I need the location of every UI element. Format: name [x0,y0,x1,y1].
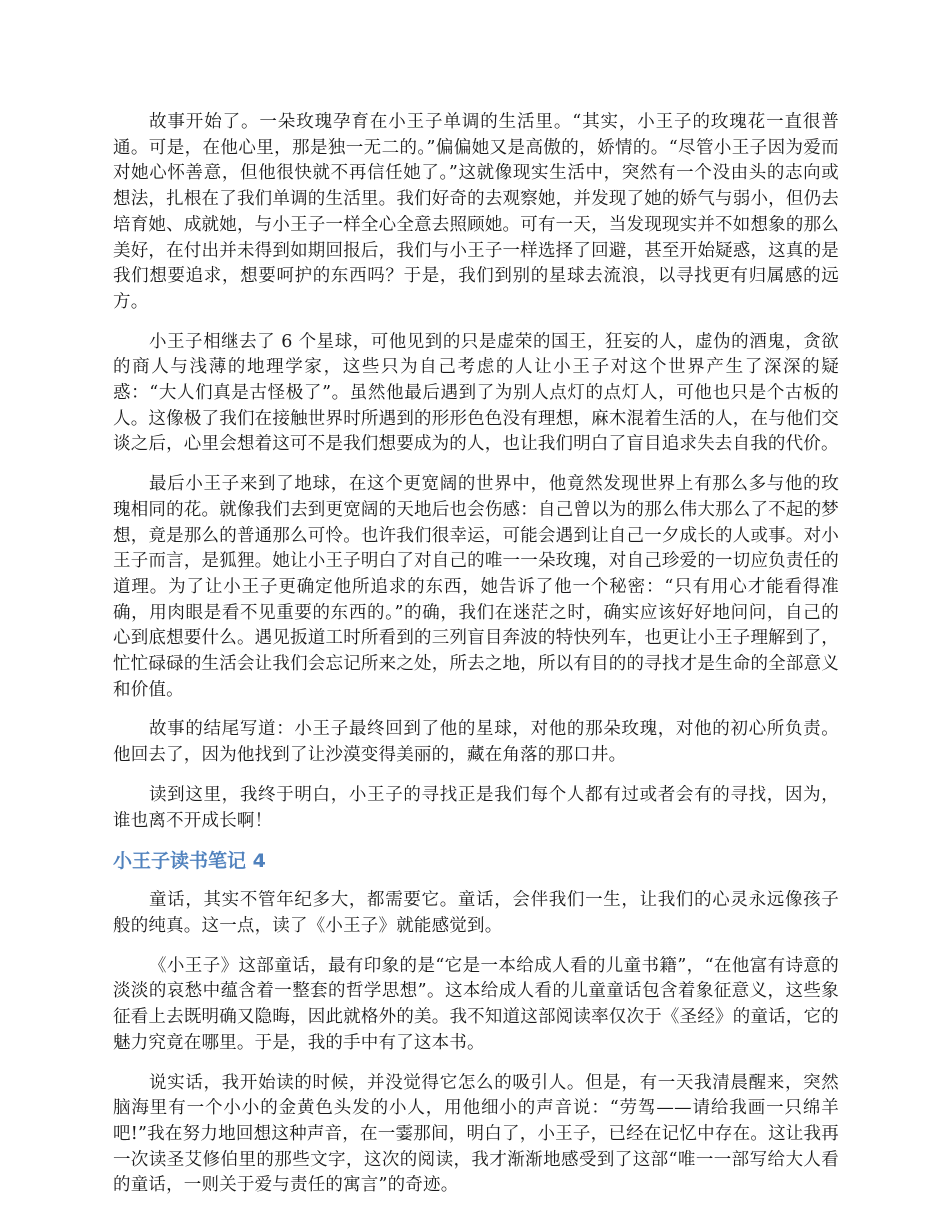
paragraph-earth: 最后小王子来到了地球，在这个更宽阔的世界中，他竟然发现世界上有那么多与他的玫瑰相同的花。就像我们去到更宽阔的天地后也会伤感：自己曾以为的那么伟大那么了不起的梦想，竟是那么的普通那么可怜。也许我们很幸运，可能会遇到让自己一夕成长的人或事。对小王子而言，是狐狸。她让小王子明白了对自己的唯一一朵玫瑰，对自己珍爱的一切应负责任的道理。为了让小王子更确定他所追求的东西，她告诉了他一个秘密：“只有用心才能看得准确，用肉眼是看不见重要的东西的。”的确，我们在迷茫之时，确实应该好好地问问，自己的心到底想要什么。遇见扳道工时所看到的三列盲目奔波的特快列车，也更让小王子理解到了，忙忙碌碌的生活会让我们会忘记所来之处，所去之地，所以有目的的寻找才是生命的全部意义和价值。 [113,474,839,700]
section-heading: 小王子读书笔记 4 [113,850,266,873]
paragraph-reading-experience: 说实话，我开始读的时候，并没觉得它怎么的吸引人。但是，有一天我清晨醒来，突然脑海里有一个小小的金黄色头发的小人，用他细小的声音说：“劳驾——请给我画一只绵羊吧!”我在努力地回想这种声音，在一霎那间，明白了，小王子，已经在记忆中存在。这让我再一次读圣艾修伯里的那些文字，这次的阅读，我才渐渐地感受到了这部“唯一一部写给大人看的童话，一则关于爱与责任的寓言”的奇迹。 [113,1072,839,1196]
paragraph-conclusion: 读到这里，我终于明白，小王子的寻找正是我们每个人都有过或者会有的寻找，因为，谁也离不开成长啊！ [113,784,839,831]
paragraph-ending: 故事的结尾写道：小王子最终回到了他的星球，对他的那朵玫瑰，对他的初心所负责。他回去了，因为他找到了让沙漠变得美丽的，藏在角落的那口井。 [113,719,839,766]
paragraph-six-planets: 小王子相继去了 6 个星球，可他见到的只是虚荣的国王，狂妄的人，虚伪的酒鬼，贪欲的商人与浅薄的地理学家，这些只为自己考虑的人让小王子对这个世界产生了深深的疑惑：“大人们真是古怪极了”。虽然他最后遇到了为别人点灯的点灯人，可他也只是个古板的人。这像极了我们在接触世界时所遇到的形形色色没有理想，麻木混着生活的人，在与他们交谈之后，心里会想着这可不是我们想要成为的人，也让我们明白了盲目追求失去自我的代价。 [113,331,839,455]
paragraph-story-begins: 故事开始了。一朵玫瑰孕育在小王子单调的生活里。“其实，小王子的玫瑰花一直很普通。可是，在他心里，那是独一无二的。”偏偏她又是高傲的，娇情的。“尽管小王子因为爱而对她心怀善意，但他很快就不再信任她了。”这就像现实生活中，突然有一个没由头的志向或想法，扎根在了我们单调的生活里。我们好奇的去观察她，并发现了她的娇气与弱小，但仍去培育她、成就她，与小王子一样全心全意去照顾她。可有一天，当发现现实并不如想象的那么美好，在付出并未得到如期回报后，我们与小王子一样选择了回避，甚至开始疑惑，这真的是我们想要追求，想要呵护的东西吗？于是，我们到别的星球去流浪，以寻找更有归属感的远方。 [113,112,839,312]
paragraph-fairy-tale: 童话，其实不管年纪多大，都需要它。童话，会伴我们一生，让我们的心灵永远像孩子般的纯真。这一点，读了《小王子》就能感觉到。 [113,890,839,936]
document-page [113,110,839,1213]
paragraph-impression: 《小王子》这部童话，最有印象的是“它是一本给成人看的儿童书籍”，“在他富有诗意的淡淡的哀愁中蕴含着一整套的哲学思想”。这本给成人看的儿童童话包含着象征意义，这些象征看上去既明确又隐晦，因此就格外的美。我不知道这部阅读率仅次于《圣经》的童话，它的魅力究竟在哪里。于是，我的手中有了这本书。 [113,955,839,1053]
